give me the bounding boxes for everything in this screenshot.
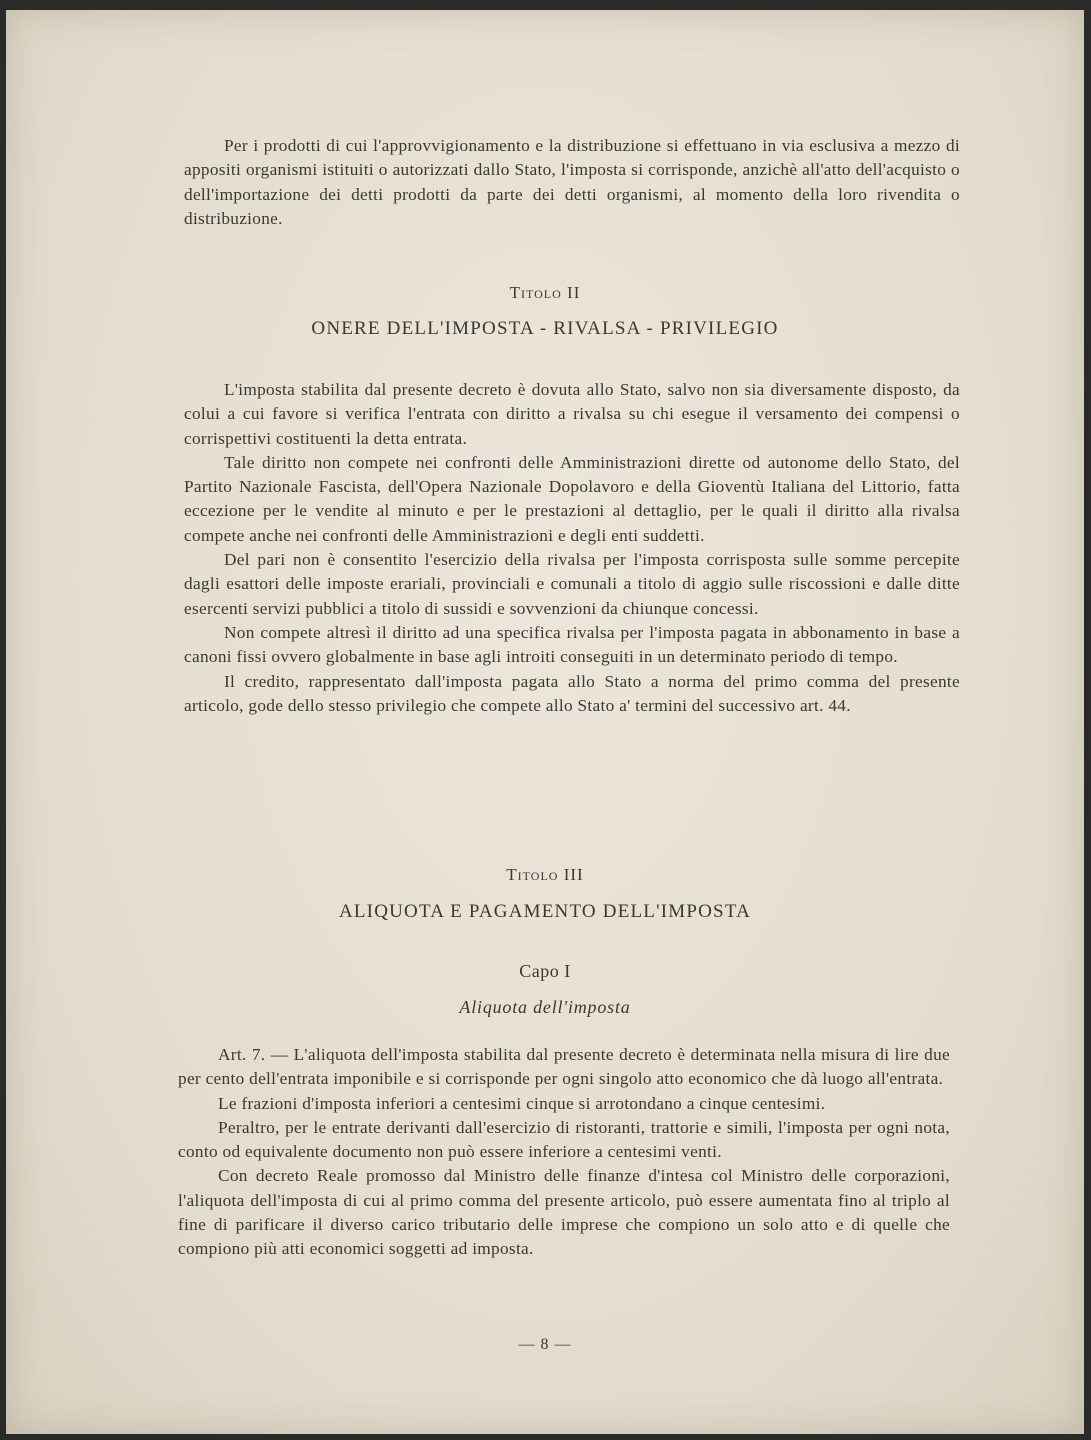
paragraph: Peraltro, per le entrate derivanti dall'esercizio di ristoranti, trattorie e simili, l'imposta per ogni nota, conto od equivalente documento non può essere inferiore a centesimi venti. [178, 1117, 950, 1162]
document-page [6, 10, 1084, 1434]
paragraph: Il credito, rappresentato dall'imposta pagata allo Stato a norma del primo comma del presente articolo, gode dello stesso privilegio che compete allo Stato a' termini del successivo art. 44. [184, 671, 960, 715]
paragraph: Art. 7. — L'aliquota dell'imposta stabilita dal presente decreto è determinata nella misura di lire due per cento dell'entrata imponibile e si corrisponde per ogni singolo atto economico che dà luogo all'entrata. [178, 1045, 950, 1089]
capo-heading: Capo I [519, 961, 571, 981]
paragraph: Per i prodotti di cui l'approvvigionamento e la distribuzione si effettuano in via esclusiva a mezzo di appositi organismi istituiti o autorizzati dallo Stato, l'imposta si corrisponde, anzichè all'atto dell'acquisto o dell'importazione dei detti prodotti da parte dei detti organismi, al momento della loro rivendita o distribuzione. [184, 136, 960, 228]
titolo-3-heading: ALIQUOTA E PAGAMENTO DELL'IMPOSTA [338, 901, 752, 922]
paragraph: Del pari non è consentito l'esercizio della rivalsa per l'imposta corrisposta sulle somme percepite dagli esattori delle imposte erariali, provinciali e comunali a titolo di aggio sulle riscossioni e dalle ditte esercenti servizi pubblici a titolo di sussidi e sovvenzioni da chiunque concessi. [184, 550, 960, 618]
paragraph: Non compete altresì il diritto ad una specifica rivalsa per l'imposta pagata in abbonamento in base a canoni fissi ovvero globalmente in base agli introiti conseguiti in un determinato periodo di tempo. [184, 622, 960, 667]
titolo-3-label: Titolo III [506, 865, 584, 884]
page-number: — 8 — [518, 1336, 572, 1353]
titolo-3-body [178, 1043, 950, 1262]
paragraph: Tale diritto non compete nei confronti delle Amministrazioni dirette od autonome dello Stato, del Partito Nazionale Fascista, dell'Opera Nazionale Dopolavoro e della Gioventù Italiana del Littorio, fatta eccezione per le vendite al minuto e per le prestazioni al dettaglio, per le quali il diritto alla rivalsa compete anche nei confronti delle Amministrazioni e degli enti suddetti. [184, 452, 960, 545]
paragraph: Le frazioni d'imposta inferiori a centesimi cinque si arrotondano a cinque centesimi. [218, 1093, 826, 1113]
titolo-2-label: Titolo II [509, 283, 581, 302]
paragraph: L'imposta stabilita dal presente decreto è dovuta allo Stato, salvo non sia diversamente disposto, da colui a cui favore si verifica l'entrata con diritto a rivalsa su chi esegue il versamento dei compensi o corrispettivi costituenti la detta entrata. [184, 380, 960, 448]
intro-paragraph [184, 134, 960, 231]
titolo-2-body [184, 378, 960, 718]
titolo-2-heading: ONERE DELL'IMPOSTA - RIVALSA - PRIVILEGIO [311, 318, 779, 339]
capo-subtitle: Aliquota dell'imposta [459, 997, 631, 1017]
paragraph: Con decreto Reale promosso dal Ministro delle finanze d'intesa col Ministro delle corporazioni, l'aliquota dell'imposta di cui al primo comma del presente articolo, può essere aumentata fino al triplo al fine di parificare il diverso carico tributario delle imprese che compiono un solo atto e di quelle che compiono più atti economici soggetti ad imposta. [178, 1166, 950, 1259]
